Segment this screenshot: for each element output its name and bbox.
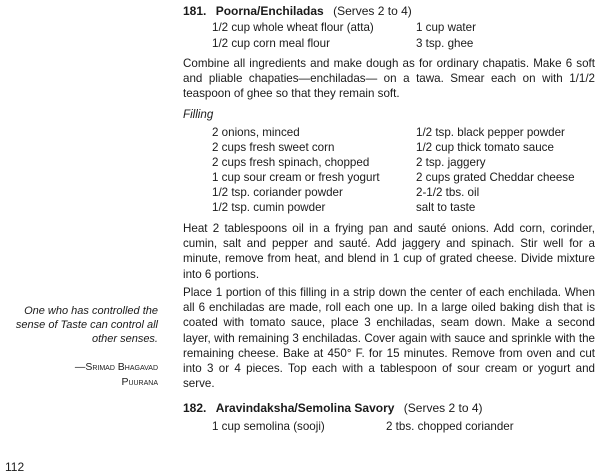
method-paragraph-3: Place 1 portion of this filling in a strip down the center of each enchilada. When all 6 enchiladas are made, roll each one up. In a large oiled baking dish that is coated with tomato sauce, place 3 enchiladas, seam down. Make a second layer, with remaining 3 enchiladas. Cover again with sauce and sprinkle with the remaining cheese. Bake at 450° F. for 15 minutes. Remove from oven and cut into 3 or 4 pieces. Top each with a tablespoon of sour cream or yogurt and serve. (183, 286, 595, 391)
ingredient-181-1-left: 1/2 cup corn meal flour (212, 37, 330, 50)
sidebar-attribution-line-1: —Srimad Bhagavad (74, 361, 158, 373)
recipe-181-serves: (Serves 2 to 4) (333, 4, 412, 18)
filling-heading: Filling (183, 108, 214, 121)
ingredient-182-0-left: 1 cup semolina (sooji) (212, 420, 325, 433)
filling-1-left: 2 cups fresh sweet corn (212, 141, 335, 154)
sidebar-quote-line-3: other senses. (91, 333, 158, 345)
sidebar-attribution (2, 360, 158, 390)
filling-5-right: salt to taste (416, 201, 476, 214)
filling-0-left: 2 onions, minced (212, 126, 300, 139)
sidebar-attribution-line-2: Puurana (121, 376, 158, 388)
recipe-181-title (183, 4, 412, 18)
ingredient-181-0-left: 1/2 cup whole wheat flour (atta) (212, 21, 374, 34)
sidebar-quote-line-1: One who has controlled the (24, 305, 158, 317)
recipe-181-number: 181. (183, 4, 207, 18)
recipe-181-name: Poorna/Enchiladas (215, 4, 324, 18)
filling-2-left: 2 cups fresh spinach, chopped (212, 156, 370, 169)
filling-3-left: 1 cup sour cream or fresh yogurt (212, 171, 380, 184)
recipe-182-title (183, 401, 483, 415)
filling-4-left: 1/2 tsp. coriander powder (212, 186, 343, 199)
filling-1-right: 1/2 cup thick tomato sauce (416, 141, 554, 154)
recipe-182-serves: (Serves 2 to 4) (403, 401, 483, 415)
filling-4-right: 2-1/2 tbs. oil (416, 186, 480, 199)
filling-3-right: 2 cups grated Cheddar cheese (416, 171, 575, 184)
sidebar-quote-line-2: sense of Taste can control all (15, 319, 158, 331)
ingredient-182-0-right: 2 tbs. chopped coriander (386, 420, 514, 433)
recipe-182-number: 182. (183, 401, 207, 415)
method-paragraph-2: Heat 2 tablespoons oil in a frying pan and sauté onions. Add corn, corinder, cumin, salt and pepper and sauté. Add jaggery and spinach. Stir well for a minute, remove from heat, and blend in 1 cup of grated cheese. Divide mixture into 6 portions. (183, 222, 595, 281)
ingredient-181-1-right: 3 tsp. ghee (416, 37, 474, 50)
filling-5-left: 1/2 tsp. cumin powder (212, 201, 326, 214)
method-paragraph-1: Combine all ingredients and make dough as for ordinary chapatis. Make 6 soft and pliable chapaties—enchiladas— on a tawa. Smear each on with 1/1/2 teaspoon of ghee so that they remain soft. (183, 57, 595, 101)
recipe-182-name: Aravindaksha/Semolina Savory (215, 401, 395, 415)
page-number: 112 (5, 460, 25, 474)
sidebar-quote (2, 304, 158, 346)
filling-2-right: 2 tsp. jaggery (416, 156, 486, 169)
filling-0-right: 1/2 tsp. black pepper powder (416, 126, 565, 139)
ingredient-181-0-right: 1 cup water (416, 21, 476, 34)
